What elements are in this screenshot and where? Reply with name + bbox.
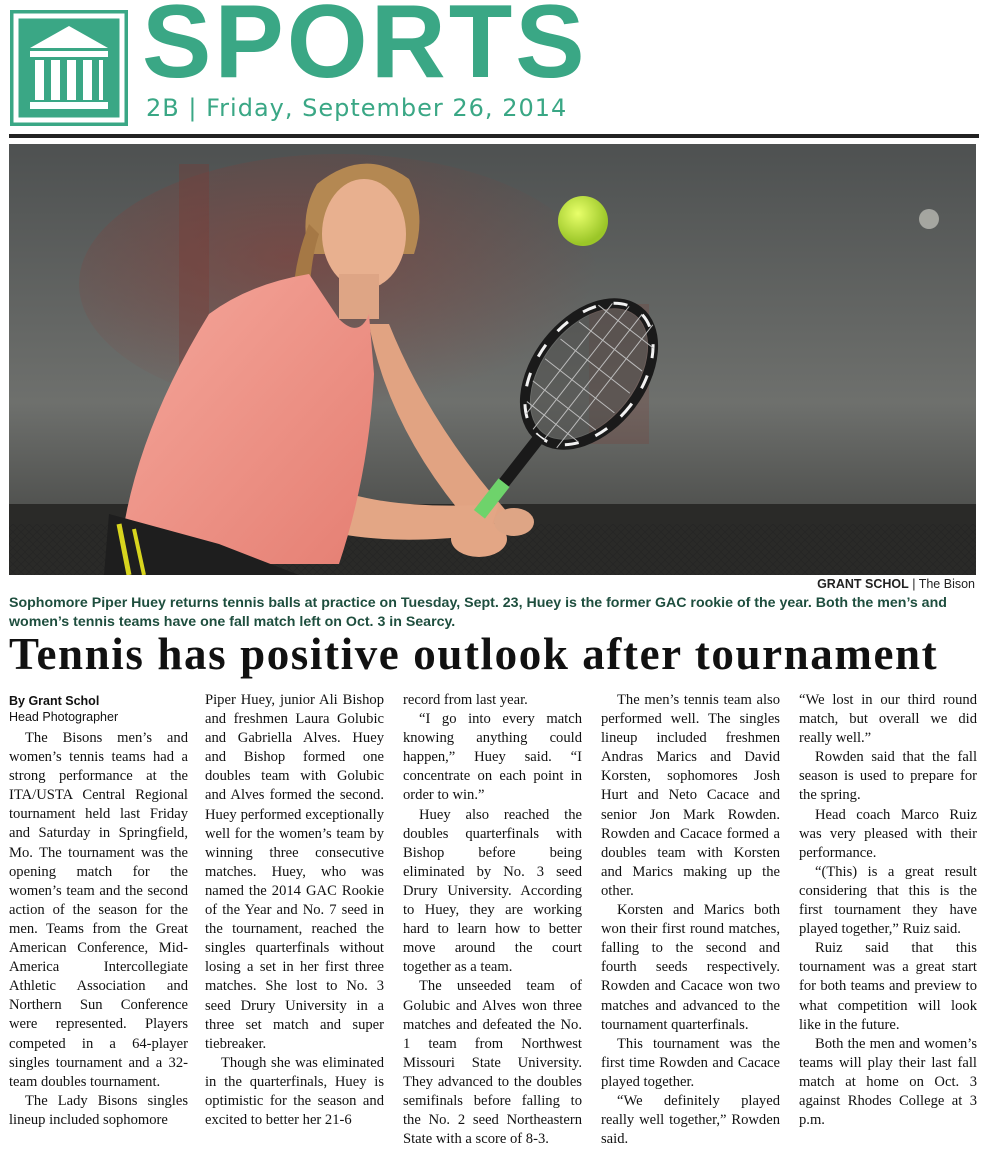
page-number: 2B [146, 94, 180, 122]
credit-outlet: The Bison [918, 577, 975, 591]
paragraph: The men’s tennis team also performed well. The singles lineup included freshmen Andras Marics and David Korsten, sophomores Josh Hurt and Neto Cacace and senior Jon Mark Rowden. Rowden and Cacace formed a doubles team with Korsten and Marics making up the other. [601, 692, 780, 899]
photo-credit [817, 577, 975, 591]
issue-date: Friday, September 26, 2014 [206, 94, 568, 122]
article-column-4 [601, 691, 780, 1149]
paragraph: “We definitely played really well together,” Rowden said. [601, 1092, 780, 1148]
paragraph: The Lady Bisons singles lineup included sophomore [9, 1092, 188, 1128]
paragraph: Both the men and women’s teams will play their last fall match at home on Oct. 3 against Rhodes College at 3 p.m. [799, 1035, 977, 1129]
paragraph: Head coach Marco Ruiz was very pleased with their performance. [799, 806, 977, 861]
photographer-name: GRANT SCHOL [817, 577, 909, 591]
dateline-separator: | [188, 94, 198, 122]
paragraph: Rowden said that the fall season is used to prepare for the spring. [799, 749, 977, 804]
paragraph: Korsten and Marics both won their first round matches, falling to the second and fourth seeds respectively. Rowden and Cacace won two matches and advanced to the tournament quarterfinals. [601, 902, 780, 1033]
paragraph: Piper Huey, junior Ali Bishop and freshmen Laura Golubic and Gabriella Alves. Huey and Bishop formed one doubles team with Golubic and Alves formed the second. Huey performed exceptionally well for the women’s team by winning three consecutive matches. Huey, who was named the 2014 GAC Rookie of the Year and No. 7 seed in the tournament, reached the singles quarterfinals without losing a set in her first three matches. She lost to No. 3 seed Drury University in a three set match and super tiebreaker. [205, 692, 384, 1052]
paragraph: “We lost in our third round match, but overall we did really well.” [799, 692, 977, 747]
byline-author: By Grant Schol [9, 694, 100, 708]
byline [9, 693, 118, 725]
article-column-3 [403, 691, 582, 1149]
tennis-player-photo [9, 144, 976, 575]
article-column-2 [205, 691, 384, 1130]
paragraph: This tournament was the first time Rowden and Cacace played together. [601, 1035, 780, 1090]
paragraph: record from last year. [403, 692, 528, 708]
section-title: SPORTS [142, 0, 588, 100]
masthead-rule [9, 134, 979, 138]
article-column-1 [9, 729, 188, 1130]
masthead [0, 0, 989, 134]
photo-caption: Sophomore Piper Huey returns tennis balls at practice on Tuesday, Sept. 23, Huey is the former GAC rookie of the year. Both the men’s and women’s tennis teams have one fall match left on Oct. 3 in Searcy. [9, 595, 947, 630]
building-logo-icon [10, 10, 128, 126]
article-headline: Tennis has positive outlook after tournament [9, 629, 939, 679]
dateline [146, 94, 567, 122]
paragraph: Though she was eliminated in the quarterfinals, Huey is optimistic for the season and excited to better her 21-6 [205, 1054, 384, 1129]
paragraph: Ruiz said that this tournament was a great start for both teams and preview to what competition will look like in the future. [799, 940, 977, 1033]
paragraph: “(This) is a great result considering that this is the first tournament they have played together,” Ruiz said. [799, 863, 977, 938]
paragraph: “I go into every match knowing anything could happen,” Huey said. “I concentrate on each point in order to win.” [403, 711, 582, 804]
article-column-5 [799, 691, 977, 1130]
byline-role: Head Photographer [9, 710, 119, 724]
paragraph: Huey also reached the doubles quarterfinals with Bishop before being eliminated by No. 3 seed Drury University. According to Huey, they are working hard to learn how to better move around the court together as a team. [403, 806, 582, 976]
paragraph: The unseeded team of Golubic and Alves won three matches and defeated the No. 1 team from Northwest Missouri State University. They advanced to the doubles semifinals before falling to the No. 2 seed Northeastern State with a score of 8-3. [403, 978, 582, 1148]
paragraph: The Bisons men’s and women’s tennis teams had a strong performance at the ITA/USTA Central Regional tournament held last Friday and Saturday in Springfield, Mo. The tournament was the opening match for the women’s team and the second action of the season for the men. Teams from the Great American Conference, Mid-America Intercollegiate Athletic Association and Northern Sun Conference were represented. Players competed in a 64-player singles tournament and a 32-team doubles tournament. [9, 730, 188, 1090]
credit-separator: | [908, 577, 919, 591]
